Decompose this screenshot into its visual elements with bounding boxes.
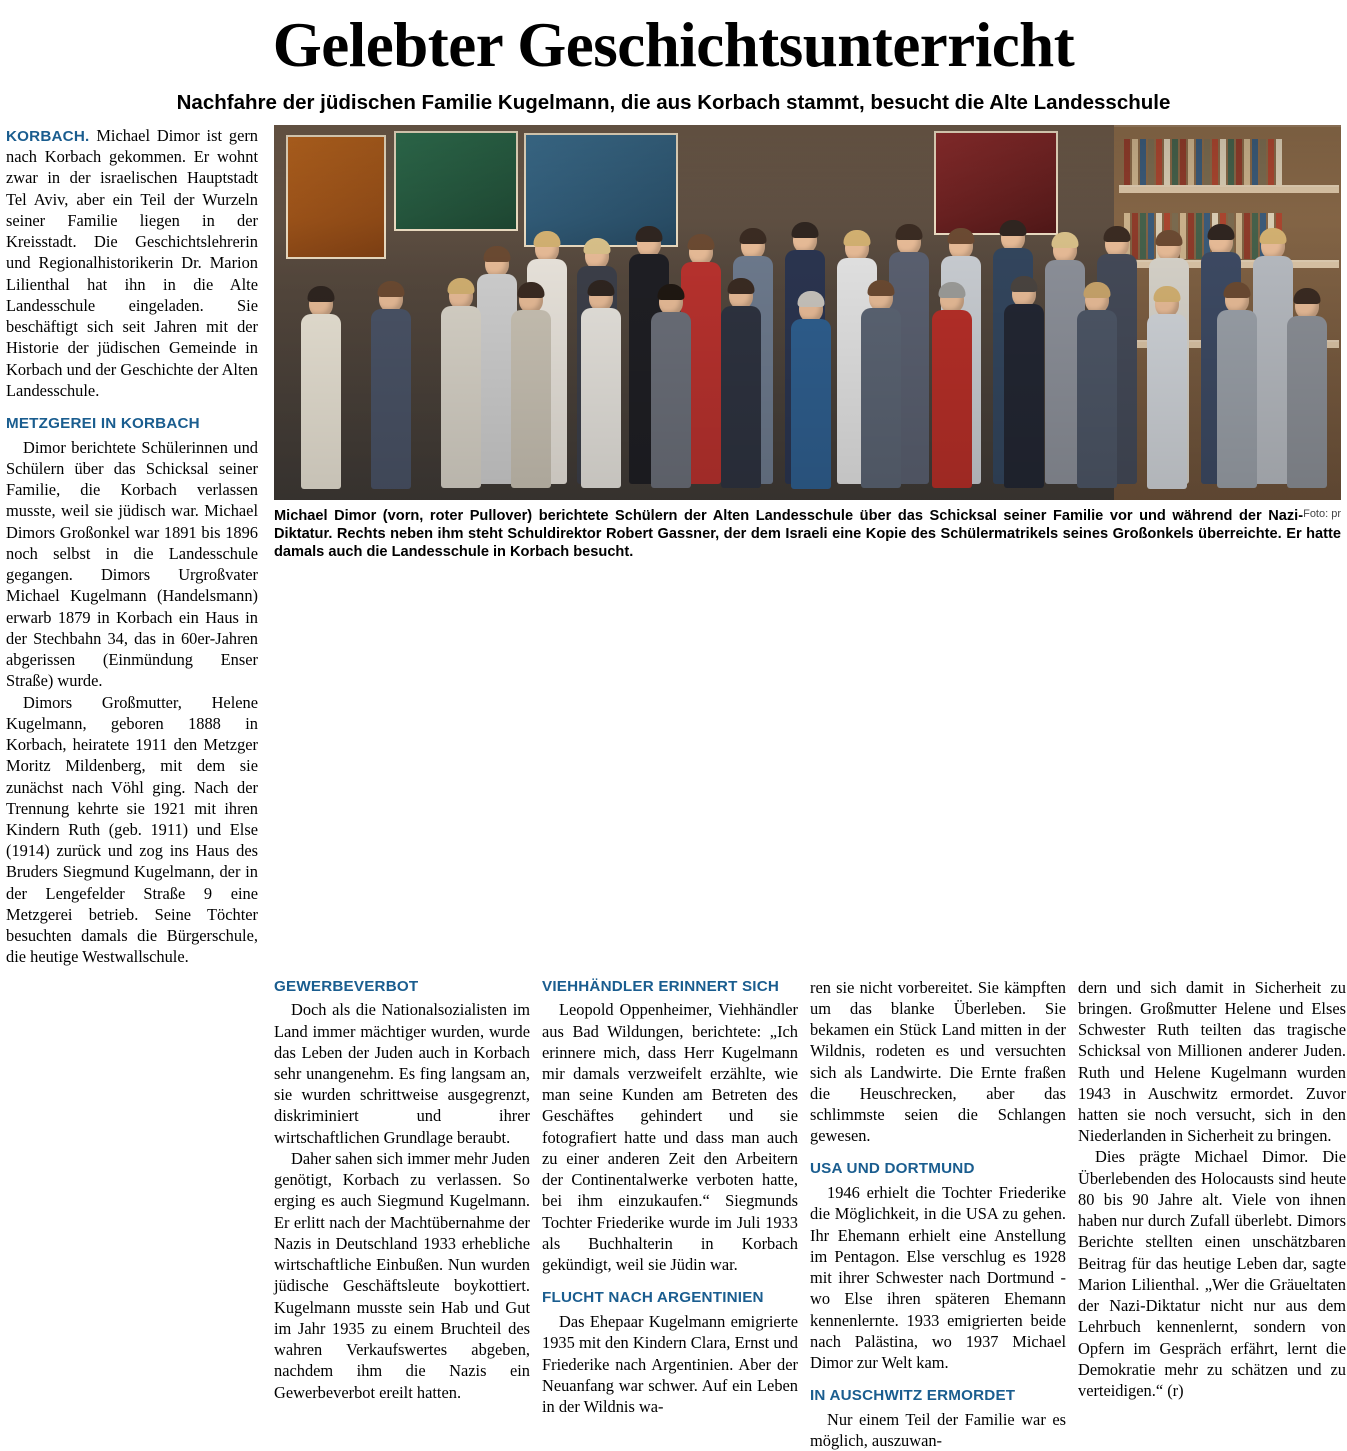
person-front-12 <box>1070 286 1124 500</box>
section-heading-flucht: FLUCHT NACH ARGENTINIEN <box>542 1289 764 1307</box>
paragraph-c2-2: Daher sahen sich immer mehr Juden genötigt, Korbach zu verlassen. So erging es auch Siegmund Kugelmann. Er erlitt nach der Machtübernahme der Nazis in Deutschland 1933 erhebliche wirtschaftliche Einbußen. Nun wurden jüdische Geschäftsleute boykottiert. Kugelmann musste sein Hab und Gut im Jahr 1935 zu einem Bruchteil des wahren Verkaufswertes abgeben, nachdem ihm die Nazis ein Gewerbeverbot ereilt hatten. <box>274 1148 530 1402</box>
section-heading-metzgerei: METZGEREI IN KORBACH <box>6 415 200 433</box>
paragraph-c3-2: Das Ehepaar Kugelmann emigrierte 1935 mit den Kindern Clara, Ernst und Friederike nach Argentinien. Aber der Neuanfang war schwer. Auf ein Leben in der Wildnis wa- <box>542 1312 798 1416</box>
newspaper-page <box>0 10 1347 1451</box>
person-front-2 <box>364 285 418 500</box>
wall-poster-center <box>394 131 518 231</box>
wall-poster-right <box>934 131 1058 235</box>
person-front-15 <box>1280 292 1334 500</box>
lead-text: Michael Dimor ist gern nach Korbach gekommen. Er wohnt zwar in der israelischen Hauptstadt Tel Aviv, aber ein Teil der Wurzeln seiner Familie liegen in der Kreisstadt. Die Geschichtslehrerin und Regionalhistorikerin Dr. Marion Lilienthal hat ihn in die Alte Landesschule eingeladen. Sie beschäftigt sich seit Jahren mit der Historie der jüdischen Gemeinde in Korbach und der Geschichte der Alten Landesschule. <box>6 125 258 400</box>
person-front-14 <box>1210 286 1264 500</box>
person-front-1 <box>294 290 348 500</box>
person-front-8-woman <box>784 295 838 500</box>
paragraph-c2-1: Doch als die Nationalsozialisten im Land immer mächtiger wurden, wurde das Leben der Juden auch in Korbach sehr unangenehm. Es fing langsam an, sie wurden schrittweise ausgegrenzt, diskriminiert und ihrer wirtschaftlichen Grundlage beraubt. <box>274 1000 530 1147</box>
person-front-13 <box>1140 290 1194 500</box>
books-row-1 <box>1124 139 1329 185</box>
paragraph-c1-1: Dimor berichtete Schülerinnen und Schülern über das Schicksal seiner Familie, die Korbach verlassen musste, weil sie jüdisch war. Michael Dimors Großonkel war 1891 bis 1896 noch selbst in die Landesschule gegangen. Dimors Urgroßvater Michael Kugelmann (Handelsmann) erwarb 1879 in Korbach ein Haus in der Stechbahn 34, das in 60er-Jahren abgerissen (Einmündung Enser Straße) wurde. <box>6 437 258 691</box>
section-heading-usa: USA UND DORTMUND <box>810 1160 975 1178</box>
column-4 <box>810 977 1078 1451</box>
person-front-9 <box>854 284 908 500</box>
paragraph-c3-1: Leopold Oppenheimer, Viehhändler aus Bad Wildungen, berichtete: „Ich erinnere mich, dass Herr Kugelmann mir damals verzweifelt erzählte, wie man seine Kunden am Betreten des Geschäftes gehindert und sie fotografiert hatte und dass man auch zu einer anderen Zeit den Arbeitern der Continentalwerke verboten hatte, bei ihm einzukaufen.“ Siegmunds Tochter Friederike wurde im Juli 1933 als Buchhalterin in Korbach gekündigt, weil sie Jüdin war. <box>542 1000 798 1275</box>
column-5 <box>1078 977 1346 1451</box>
wall-poster-left <box>286 135 386 259</box>
person-front-7 <box>714 282 768 500</box>
person-robert-gassner <box>996 280 1052 500</box>
subheadline: Nachfahre der jüdischen Familie Kugelmann, die aus Korbach stammt, besucht die Alte Landesschule <box>176 91 1171 114</box>
photo-credit: Foto: pr <box>1303 507 1341 520</box>
section-heading-viehhaendler: VIEHHÄNDLER ERINNERT SICH <box>542 977 780 995</box>
bottom-columns <box>0 968 1347 1451</box>
group-photo <box>274 125 1341 500</box>
lead-paragraph <box>6 125 258 402</box>
section-heading-auschwitz: IN AUSCHWITZ ERMORDET <box>810 1387 1016 1405</box>
shelf-board-1 <box>1119 185 1339 193</box>
column-1 <box>6 125 268 968</box>
page-title: Gelebter Geschichtsunterricht <box>272 10 1075 80</box>
dateline: KORBACH. <box>6 127 90 145</box>
paragraph-c1-2: Dimors Großmutter, Helene Kugelmann, geboren 1888 in Korbach, heiratete 1911 den Metzger Moritz Mildenberg, mit dem sie zunächst nach Vöhl ging. Nach der Trennung kehrte sie 1921 mit ihren Kindern Ruth (geb. 1911) und Else (1914) zurück und zog ins Haus des Bruders Siegmund Kugelmann, der in der Lengefelder Straße 9 eine Metzgerei betrieb. Seine Töchter besuchten damals die Bürgerschule, die heutige Westwallschule. <box>6 692 258 967</box>
paragraph-c4-1: ren sie nicht vorbereitet. Sie kämpften um das blanke Überleben. Sie bekamen ein Stück Land mitten in der Wildnis, rodeten es und versuchten sich als Landwirte. Die Ernte fraßen die Heuschrecken, aber das schlimmste seien die Schlangen gewesen. <box>810 977 1066 1146</box>
top-zone <box>0 125 1347 968</box>
column-3 <box>542 977 810 1451</box>
photo-caption-text: Michael Dimor (vorn, roter Pullover) berichtete Schülern der Alten Landesschule über das Schicksal seiner Familie vor und während der Nazi-Diktatur. Rechts neben ihm steht Schuldirektor Robert Gassner, der dem Israeli eine Kopie des Schülermatrikels seines Großonkels überreichte. Er hatte damals auch die Landesschule in Korbach besucht. <box>274 507 1341 561</box>
column-1-continued <box>6 977 274 1451</box>
person-front-6 <box>644 288 698 500</box>
paragraph-c5-2: Dies prägte Michael Dimor. Die Überlebenden des Holocausts sind heute 80 bis 90 Jahre alt. Viele von ihnen haben nur durch Zufall überlebt. Dimors Berichte stellten einen unschätzbaren Beitrag für das heutige Leben dar, sagte Marion Lilienthal. „Wer die Gräueltaten der Nazi-Diktatur nicht nur aus dem Lehrbuch kennenlernt, sondern von Opfern im Gespräch erfährt, lernt die Demokratie mehr zu schätzen und zu verteidigen.“ (r) <box>1078 1147 1346 1401</box>
paragraph-c5-1: dern und sich damit in Sicherheit zu bringen. Großmutter Helene und Elses Schwester Ruth teilten das tragische Schicksal von Millionen anderer Juden. Ruth und Helene Kugelmann wurden 1943 in Auschwitz ermordet. Zuvor hatten sie noch versucht, sich in den Niederlanden in Sicherheit zu bringen. <box>1078 977 1346 1146</box>
photo-block <box>268 125 1341 562</box>
person-front-4 <box>504 286 558 500</box>
paragraph-c4-3: Nur einem Teil der Familie war es möglich, auszuwan- <box>810 1409 1066 1451</box>
person-front-3 <box>434 282 488 500</box>
person-front-5 <box>574 284 628 500</box>
section-heading-gewerbeverbot: GEWERBEVERBOT <box>274 977 419 995</box>
person-michael-dimor <box>924 286 980 500</box>
photo-caption <box>274 507 1341 562</box>
column-2 <box>274 977 542 1451</box>
paragraph-c4-2: 1946 erhielt die Tochter Friederike die Möglichkeit, in die USA zu gehen. Ihr Ehemann erhielt eine Anstellung im Pentagon. Else verschlug es 1928 mit ihrer Schwester nach Dortmund - wo Else ihren späteren Ehemann kennenlernte. 1933 emigrierten beide nach Palästina, wo 1937 Michael Dimor zur Welt kam. <box>810 1183 1066 1373</box>
